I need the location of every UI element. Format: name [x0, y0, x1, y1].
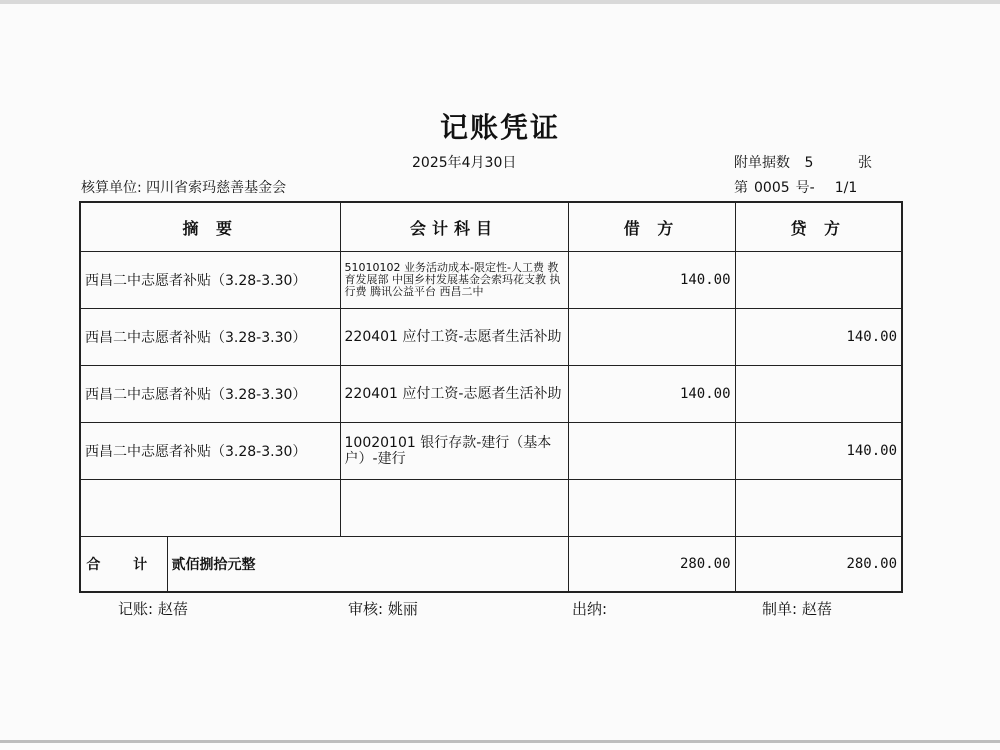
row-account: [340, 480, 568, 537]
header-summary: 摘 要: [80, 202, 340, 252]
row-debit: 140.00: [568, 366, 735, 423]
row-account: 220401 应付工资-志愿者生活补助: [340, 309, 568, 366]
preparer-signature: 制单: 赵蓓: [762, 600, 832, 618]
table-row: [80, 252, 902, 309]
row-account: 51010102 业务活动成本-限定性-人工费 教育发展部 中国乡村发展基金会索玛花支教 执行费 腾讯公益平台 西昌二中: [340, 252, 568, 309]
header-debit: 借 方: [568, 202, 735, 252]
row-debit: [568, 309, 735, 366]
table-row-empty: [80, 480, 902, 537]
attachments-unit: 张: [858, 155, 872, 171]
total-debit: 280.00: [568, 537, 735, 593]
row-account: 10020101 银行存款-建行（基本户）-建行: [340, 423, 568, 480]
row-debit: [568, 480, 735, 537]
table-header-row: [80, 202, 902, 252]
table-row: [80, 309, 902, 366]
accounting-unit: 核算单位: 四川省索玛慈善基金会: [81, 180, 287, 196]
bookkeeper-signature: 记账: 赵蓓: [118, 600, 188, 618]
voucher-page: 1/1: [834, 180, 858, 196]
row-summary: 西昌二中志愿者补贴（3.28-3.30）: [80, 366, 340, 423]
attachments-label: 附单据数: [734, 155, 790, 171]
total-label: 合 计: [80, 537, 167, 593]
cashier-signature: 出纳:: [572, 600, 608, 618]
row-credit: 140.00: [735, 423, 902, 480]
voucher-date: 2025年4月30日: [412, 155, 517, 171]
total-amount-words: 贰佰捌拾元整: [167, 537, 568, 593]
reviewer-signature: 审核: 姚丽: [348, 600, 418, 618]
table-row: [80, 366, 902, 423]
row-summary: 西昌二中志愿者补贴（3.28-3.30）: [80, 309, 340, 366]
row-summary: 西昌二中志愿者补贴（3.28-3.30）: [80, 252, 340, 309]
header-credit: 贷 方: [735, 202, 902, 252]
row-credit: 140.00: [735, 309, 902, 366]
row-credit: [735, 252, 902, 309]
voucher-title: 记账凭证: [439, 111, 560, 144]
voucher-table: [79, 201, 903, 593]
scan-edge-bottom: [0, 740, 1000, 743]
total-credit: 280.00: [735, 537, 902, 593]
row-credit: [735, 366, 902, 423]
row-debit: 140.00: [568, 252, 735, 309]
voucher-suffix: 号-: [795, 180, 815, 196]
table-row: [80, 423, 902, 480]
voucher-prefix: 第: [734, 180, 748, 196]
row-credit: [735, 480, 902, 537]
voucher-number: 0005: [754, 180, 790, 196]
voucher-number-block: [734, 177, 863, 197]
attachments-info: [734, 152, 872, 172]
row-account: 220401 应付工资-志愿者生活补助: [340, 366, 568, 423]
total-row: [80, 537, 902, 593]
header-account: 会计科目: [340, 202, 568, 252]
attachments-count: 5: [804, 155, 814, 171]
row-summary: [80, 480, 340, 537]
scan-edge-top: [0, 0, 1000, 4]
row-debit: [568, 423, 735, 480]
row-summary: 西昌二中志愿者补贴（3.28-3.30）: [80, 423, 340, 480]
